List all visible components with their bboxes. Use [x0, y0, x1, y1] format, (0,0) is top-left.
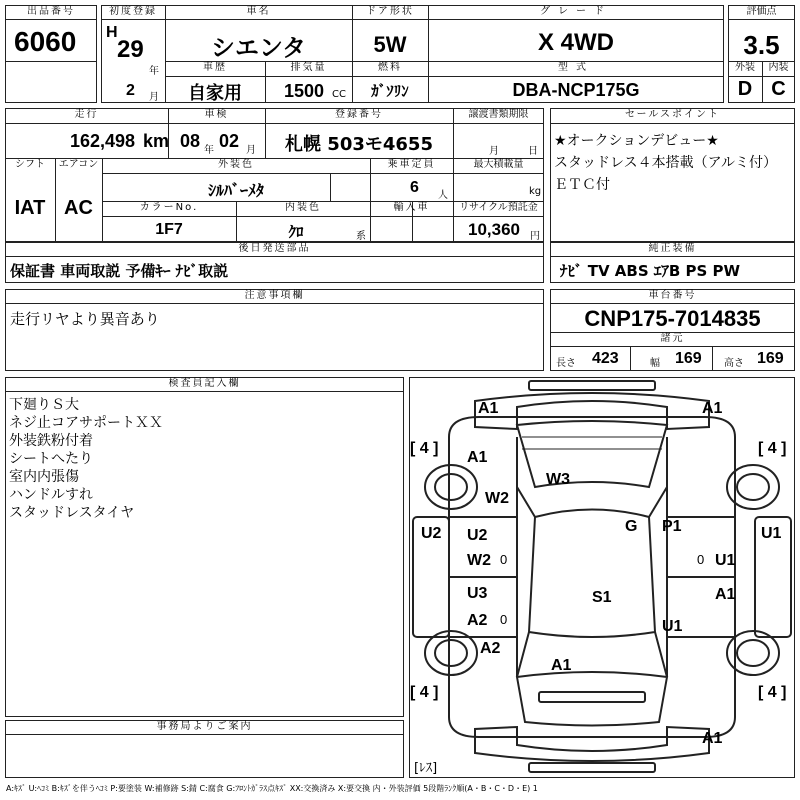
- reg-label: 初度登録: [109, 6, 157, 17]
- reg-era: H: [106, 24, 118, 41]
- color: ｼﾙﾊﾞｰﾒﾀ: [207, 181, 264, 200]
- later-parts: 保証書 車両取説 予備ｷｰ ﾅﾋﾞ取説: [10, 262, 229, 280]
- colorno-label: カラーNo.: [139, 202, 199, 213]
- lot-label: 出品番号: [5, 5, 97, 20]
- inspector-line-6: ハンドルすれ: [9, 487, 93, 503]
- rear-bumper-bar: [529, 763, 655, 772]
- len: 423: [592, 350, 619, 367]
- inspector-line-1: 下廻りＳ大: [9, 397, 79, 413]
- int-score: C: [771, 78, 786, 100]
- car-diagram: [409, 377, 795, 778]
- ext-label: 外装: [735, 62, 755, 73]
- mark-front-left: A1: [478, 400, 499, 417]
- model-label: 型式: [558, 62, 594, 73]
- mark-door-r-u1: U1: [715, 552, 736, 569]
- inspector-label: 検査員記入欄: [168, 378, 241, 389]
- score-label: 評価点: [746, 6, 777, 17]
- mileage-unit: km: [143, 131, 170, 151]
- reg-month-unit: 月: [149, 92, 159, 103]
- plate: 札幌 503モ4655: [285, 134, 433, 155]
- mark-roof-s1: S1: [592, 589, 612, 606]
- shift: IAT: [14, 197, 46, 219]
- reg-year-unit: 年: [149, 66, 159, 77]
- model: DBA-NCP175G: [512, 80, 640, 100]
- car-name: シエンタ: [210, 34, 307, 62]
- car-history: 自家用: [188, 83, 242, 104]
- chassis-number: CNP175-7014835: [584, 306, 761, 331]
- transfer-label: 譲渡書類期限: [468, 109, 529, 120]
- import-label: 輸入車: [393, 202, 430, 213]
- inspector-line-3: 外装鉄粉付着: [9, 433, 93, 449]
- transfer-day-unit: 日: [528, 146, 538, 157]
- displacement-unit: CC: [332, 89, 346, 100]
- mark-tire-fr: [ 4 ]: [758, 440, 787, 457]
- load-label: 最大積載量: [473, 159, 524, 170]
- later-parts-label: 後日発送部品: [238, 243, 311, 254]
- caution: 走行リヤより異音あり: [10, 310, 160, 328]
- inspector-line-4: シートへたり: [9, 451, 93, 467]
- door: 5W: [373, 32, 407, 57]
- inspector-line-7: スタッドレスタイヤ: [9, 505, 135, 521]
- inspector-line-2: ネジ止コアサポートＸＸ: [9, 415, 163, 431]
- reg-year: 29: [117, 36, 144, 63]
- equip-label: 純正装備: [648, 243, 697, 254]
- recycle-unit: 円: [530, 231, 540, 242]
- hgt-label: 高さ: [724, 358, 744, 369]
- wid-label: 幅: [650, 358, 660, 369]
- door-label: ドア形状: [366, 6, 414, 17]
- sales-line-1: ★オークションデビュー★: [554, 133, 719, 149]
- displacement: 1500: [284, 81, 325, 101]
- mark-door-l-w2: W2: [467, 552, 491, 569]
- transfer-month-unit: 月: [489, 146, 499, 157]
- mileage-label: 走行: [74, 109, 99, 120]
- inspection-year: 08: [180, 131, 201, 151]
- mark-pillar-p1: P1: [662, 518, 682, 535]
- inspection-label: 車検: [204, 109, 229, 120]
- inspection-month-unit: 月: [246, 145, 256, 156]
- plate-label: 登録番号: [335, 109, 383, 120]
- damage-legend: A:ｷｽﾞ U:ﾍｺﾐ B:ｷｽﾞを伴うﾍｺﾐ P:要塗装 W:補修跡 S:錆 C:腐食 G:ﾌﾛﾝﾄｶﾞﾗｽ点ｷｽﾞ XX:交換済み X:要交換 内・外装評価 5段階ﾗﾝｸ順(A・B・C・D・E) 1: [6, 784, 538, 793]
- capacity-label: 乗車定員: [387, 159, 436, 170]
- ext-score: D: [737, 78, 753, 100]
- inspection-year-unit: 年: [204, 145, 214, 156]
- ac-label: エアコン: [58, 159, 99, 170]
- ac: AC: [64, 197, 93, 219]
- chassis-label: 車台番号: [648, 290, 697, 301]
- mark-zero-3: 0: [500, 612, 508, 627]
- mark-rear-a1: A1: [702, 730, 723, 747]
- history-label: 車歴: [203, 62, 227, 73]
- interior-label: 内装色: [285, 202, 321, 213]
- score: 3.5: [743, 30, 780, 60]
- mark-spare: [ﾚｽ]: [414, 761, 438, 776]
- mark-door-fl-w2: W2: [485, 490, 509, 507]
- mark-hood-w3: W3: [546, 471, 570, 488]
- color-label: 外装色: [218, 159, 254, 170]
- sales-line-2: スタッドレス４本搭載（アルミ付）: [554, 155, 778, 171]
- mark-side-r-u1: U1: [761, 525, 782, 542]
- mark-side-l-u2: U2: [421, 525, 442, 542]
- fuel-label: 燃料: [378, 62, 402, 73]
- mark-tire-rl: [ 4 ]: [410, 684, 439, 701]
- recycle: 10,360: [468, 220, 520, 239]
- shift-label: シフト: [15, 159, 45, 170]
- interior: ｸﾛ: [288, 223, 304, 241]
- displacement-label: 排気量: [290, 62, 327, 73]
- lot-number: 6060: [14, 26, 77, 57]
- wid: 169: [675, 350, 702, 367]
- mark-door-rr-a1: A1: [715, 586, 736, 603]
- sales-line-3: ＥＴＣ付: [554, 177, 610, 193]
- interior-unit: 系: [356, 231, 366, 242]
- mark-fender-fl: A1: [467, 449, 488, 466]
- grade: X 4WD: [537, 29, 614, 56]
- capacity-unit: 人: [438, 190, 448, 201]
- dims-label: 諸元: [660, 333, 685, 344]
- caution-label: 注意事項欄: [244, 290, 305, 301]
- capacity: 6: [410, 179, 419, 196]
- inspector-line-5: 室内内張傷: [9, 469, 79, 485]
- name-label: 車名: [246, 6, 271, 17]
- mark-tail-a1: A1: [551, 657, 572, 674]
- mark-fender-rl-a2: A2: [480, 640, 501, 657]
- sales-label: セールスポイント: [624, 109, 721, 120]
- len-label: 長さ: [556, 358, 576, 369]
- load-unit: kg: [529, 186, 542, 197]
- fuel: ｶﾞｿﾘﾝ: [371, 82, 409, 100]
- grade-label: グレード: [540, 6, 612, 17]
- mark-tire-fl: [ 4 ]: [410, 440, 439, 457]
- mark-tire-rr: [ 4 ]: [758, 684, 787, 701]
- colorno: 1F7: [155, 221, 183, 238]
- mark-door-l-u2: U2: [467, 527, 488, 544]
- equip: ﾅﾋﾞ TV ABS ｴｱB PS PW: [560, 262, 741, 280]
- mark-zero-2: 0: [697, 552, 705, 567]
- mileage: 162,498: [70, 131, 136, 151]
- office-label: 事務局よりご案内: [156, 721, 253, 732]
- hgt: 169: [757, 350, 784, 367]
- reg-month: 2: [126, 82, 135, 99]
- recycle-label: リサイクル預託金: [459, 202, 538, 213]
- mark-roof-g: G: [625, 518, 638, 535]
- mark-door-rl-u3: U3: [467, 585, 488, 602]
- mark-door-rl-a2: A2: [467, 612, 488, 629]
- mark-front-right: A1: [702, 400, 723, 417]
- inspection-month: 02: [219, 131, 240, 151]
- mark-door-rr-u1: U1: [662, 618, 683, 635]
- int-label: 内装: [768, 62, 789, 73]
- mark-zero-1: 0: [500, 552, 508, 567]
